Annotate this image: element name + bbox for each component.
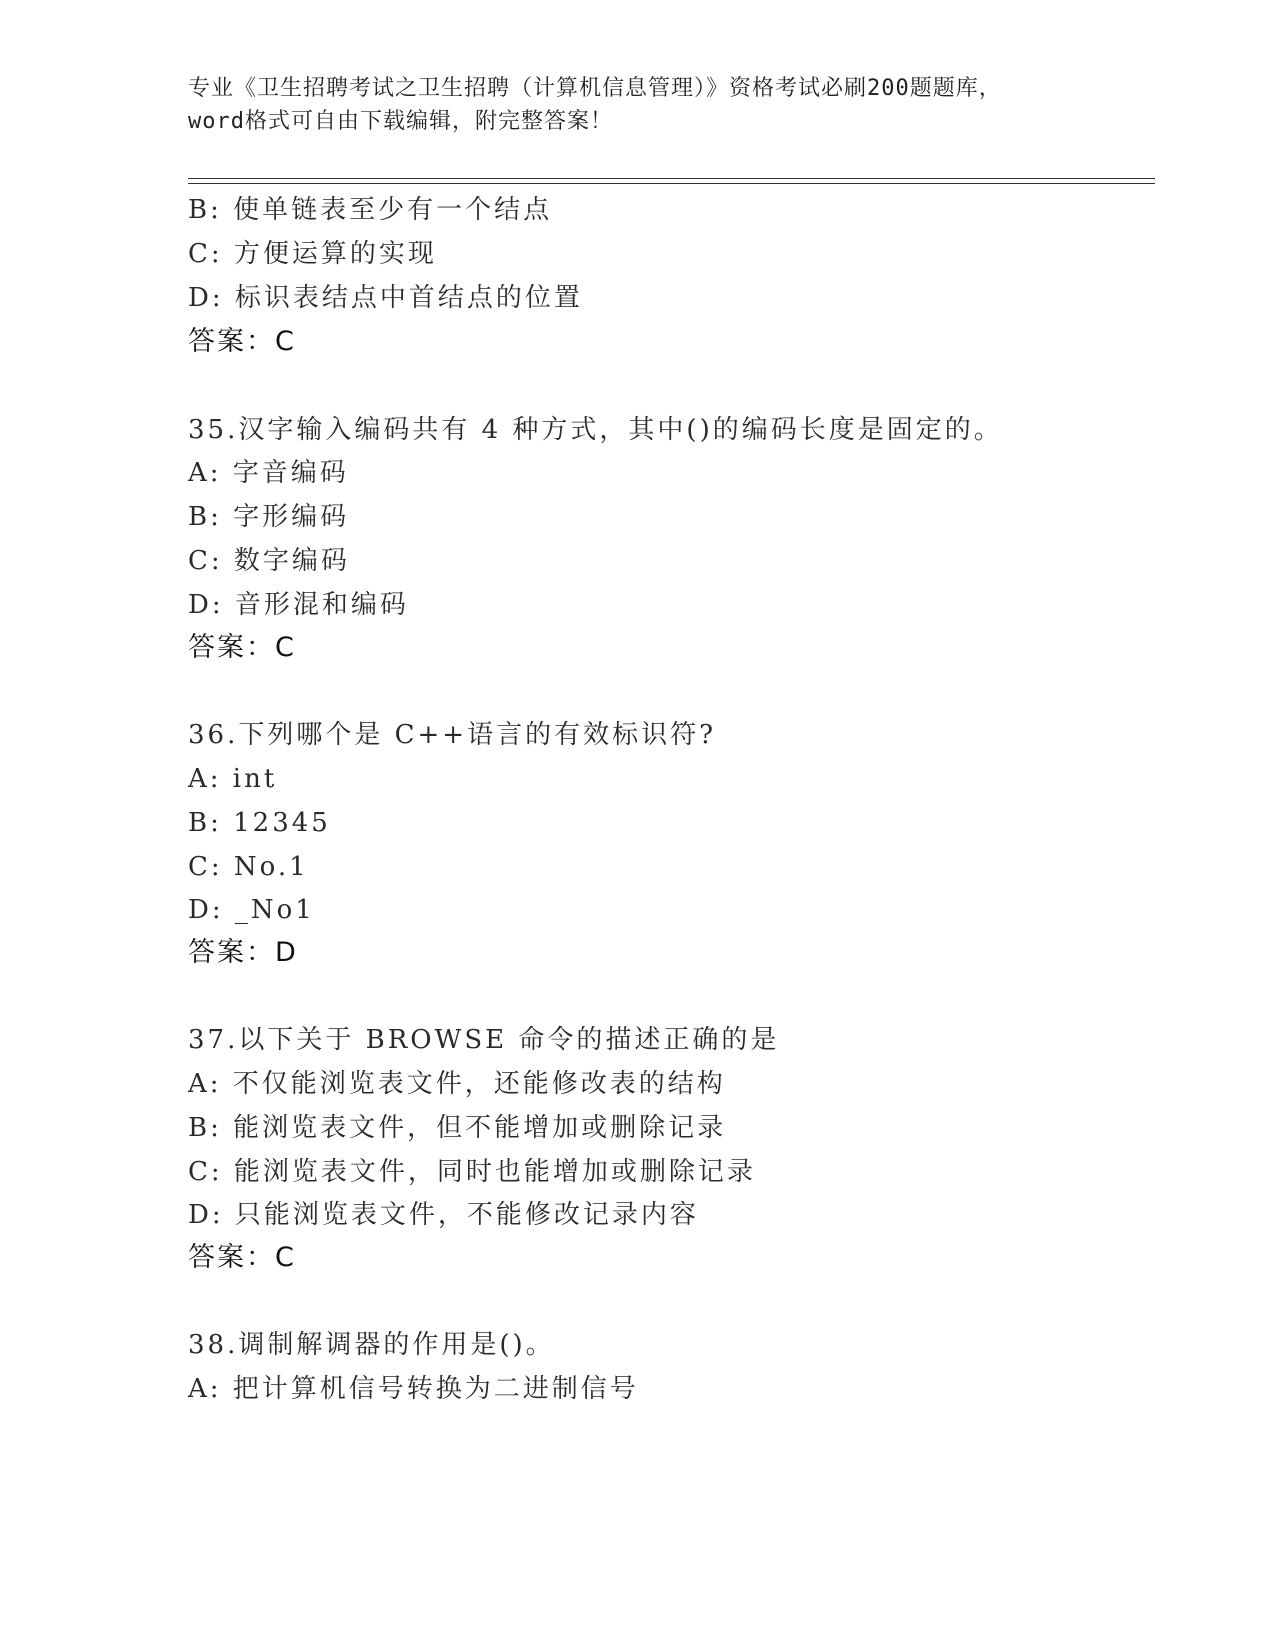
- header-title-line-2: word格式可自由下载编辑，附完整答案！: [188, 109, 613, 134]
- page-header: [188, 72, 1088, 138]
- q37-answer: 答案：C: [188, 1242, 296, 1273]
- q37-option-d: D: 只能浏览表文件，不能修改记录内容: [188, 1200, 699, 1230]
- q36-answer: 答案：D: [188, 937, 298, 968]
- q37-option-a: A: 不仅能浏览表文件，还能修改表的结构: [188, 1069, 726, 1099]
- q36-option-d: D: _No1: [188, 895, 315, 925]
- header-title-line-1: 专业《卫生招聘考试之卫生招聘（计算机信息管理）》资格考试必刷200题题库，: [188, 76, 1002, 101]
- q36-option-a: A: int: [188, 764, 278, 794]
- q37-option-c: C: 能浏览表文件，同时也能增加或删除记录: [188, 1157, 756, 1187]
- q36-option-b: B: 12345: [188, 808, 331, 838]
- q35-option-d: D: 音形混和编码: [188, 590, 409, 620]
- q35-question: 35.汉字输入编码共有 4 种方式，其中()的编码长度是固定的。: [188, 415, 1003, 445]
- q35-option-c: C: 数字编码: [188, 546, 350, 576]
- q35-answer: 答案：C: [188, 632, 296, 663]
- q36-question: 36.下列哪个是 C++语言的有效标识符?: [188, 720, 717, 750]
- q37-question: 37.以下关于 BROWSE 命令的描述正确的是: [188, 1025, 780, 1055]
- q37-option-b: B: 能浏览表文件，但不能增加或删除记录: [188, 1113, 727, 1143]
- header-divider-bottom: [188, 183, 1155, 184]
- q35-option-a: A: 字音编码: [188, 458, 349, 488]
- q34-answer: 答案：C: [188, 326, 296, 357]
- q38-question: 38.调制解调器的作用是()。: [188, 1330, 555, 1360]
- q35-option-b: B: 字形编码: [188, 502, 350, 532]
- q34-option-d: D: 标识表结点中首结点的位置: [188, 283, 583, 313]
- header-divider-top: [188, 178, 1155, 179]
- q38-option-a: A: 把计算机信号转换为二进制信号: [188, 1374, 639, 1404]
- q34-option-b: B: 使单链表至少有一个结点: [188, 195, 553, 225]
- q36-option-c: C: No.1: [188, 852, 309, 882]
- q34-option-c: C: 方便运算的实现: [188, 239, 437, 269]
